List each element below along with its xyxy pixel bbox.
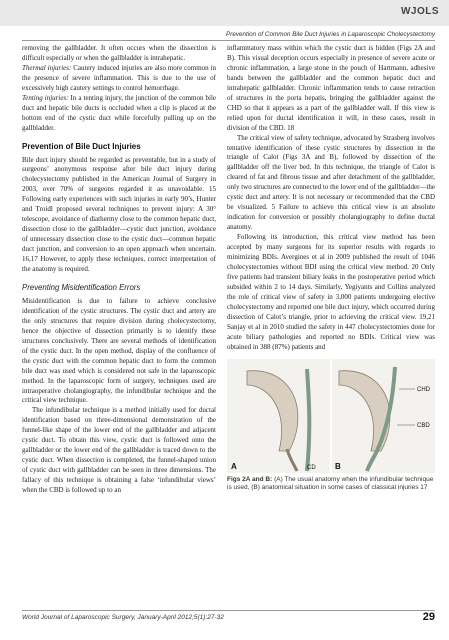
paragraph: Misidentification is due to failure to achieve conclusive identification of the cystic structures. The cystic duct and artery are the only structures that require division during cholecystectomy, hence the objective of dissection primarily is to identify these structures conclusively. There are several methods of identification of the cystic duct. In the open method, display of the confluence of the cystic duct with the common hepatic duct to form the common bile duct was used which is considered not safe in the laparoscopic method. In the laparoscopic form of surgery, techniques used are intraoperative cholangiography, the infundibular technique and the critical view technique. [22, 296, 216, 405]
header-rule [22, 40, 435, 41]
running-head: Prevention of Common Bile Duct Injuries in Laparoscopic Cholecystectomy [226, 31, 435, 38]
paragraph: inflammatory mass within which the cystic duct is hidden (Figs 2A and B). This visual deception occurs especially in presence of severe acute or chronic inflammation, a large stone in the pouch of Hartmann, adhesive bands between the gallbladder and the common hepatic duct and intrahepatic gallbladder. Chronic inflammation tends to cause retraction of structures in the porta hepatis, bringing the gallbladder against the CHD so that it appears as a part of the gallbladder wall. If this view is relied upon for ductal identification it will, in these cases, result in division of the CBD. 18 [227, 44, 435, 132]
paragraph: Bile duct injury should be regarded as preventable, but in a study of surgeons’ anonymous response after bile duct injury during cholecystectomy published in the American Journal of Surgery in 2003, over 70% of surgeons regarded it as unavoidable. 15 Following early experiences with such injuries in early 90’s, Hunter and Troidl proposed several techniques to prevent injury: A 30° telescope, avoidance of diathermy close to the common hepatic duct, dissection close to the gallbladder—cystic duct junction, avoidance of unnecessary dissection close to the cystic duct—common hepatic duct junction, and conversion to an open approach when uncertain. 16,17 However, to apply these techniques, correct interpretation of the anatomy is required. [22, 155, 216, 274]
page-number: 29 [422, 611, 435, 623]
journal-tag: WJOLS [400, 6, 439, 17]
thermal-label: Thermal injuries: [22, 63, 72, 72]
anatomy-illustration [227, 359, 435, 473]
panel-label-b: B [335, 461, 341, 471]
anatomy-figure [227, 359, 435, 473]
footer-citation: World Journal of Laparoscopic Surgery, January-April 2012;5(1):27-32 [22, 614, 224, 621]
panel-label-a: A [231, 461, 237, 471]
paragraph: removing the gallbladder. It often occurs when the dissection is difficult especially or when the gallbladder is intrahepatic. [22, 44, 216, 62]
paragraph-thermal [22, 64, 216, 94]
label-chd: CHD [417, 386, 430, 393]
paragraph: The critical view of safety technique, advocated by Strasberg involves tentative identification of these cystic structures by dissection in the triangle of Calot (Figs 3A and B), followed by dissection of the gallbladder off the liver bed. In this technique, the triangle of Calot is cleared of fat and fibrous tissue and after detachment of the gallbladder, only two structures are connected to the lower end of the gallbladder—the cystic duct and artery. It is not necessary or recommended that the CBD be visualized. 5 Failure to achieve this critical view is an absolute indication for conversion or possibly cholangiography to define ductal anatomy. [227, 133, 435, 232]
label-cbd: CBD [417, 422, 430, 429]
paragraph-tenting [22, 94, 216, 134]
paragraph: Following its introduction, this critical view method has been accepted by many surgeons for its superior results with regards to minimizing BDIs. Avergines et al in 2009 published the result of 1046 cholecystectomies without BDI using the critical view method. 20 Only five patients had transient biliary leaks in the postoperative period which subsided within 2 to 14 days. Similarly, Yegiyants and Collins analyzed the role of critical view of safety in 3,000 patients undergoing elective cholecystectomy and reported one bile duct injury, which occurred during dissection of Calot’s triangle, prior to achieving the critical view. 19,21 Sanjay et al in 2010 studied the safety in 447 cholecystectomies done for acute biliary pathologies and reported no BDIs. Critical view was obtained in 388 (87%) patients and [227, 233, 435, 351]
figure-caption [227, 476, 435, 492]
paragraph: The infundibular technique is a method initially used for ductal identification based on three-dimensional demonstration of the funnel-like shape of the lower end of the gallbladder and adjacent cystic duct. To obtain this view, cystic duct is followed onto the gallbladder or the lower end of the gallbladder is traced down to the cystic duct. When dissection is completed, the funnel-shaped union of cystic duct with gallbladder can be seen in three dimensions. The fallacy of this technique is obtaining a false ‘infundibular views’ when the CBD is followed up to an [22, 406, 216, 495]
section-heading: Prevention of Bile Duct Injuries [22, 141, 141, 151]
caption-text: (A) The usual anatomy when the infundibular technique is used, (B) anatomical situation in some cases of classical injuries 17 [227, 475, 434, 491]
thermal-text: Cautery induced injuries are also more common in the presence of severe inflammation. This is due to the use of excessively high cautery settings to control hemorrhage. [22, 63, 216, 92]
journal-header-bar [0, 0, 449, 26]
caption-label: Figs 2A and B: [227, 475, 273, 483]
right-column [227, 44, 435, 492]
left-column [22, 44, 216, 496]
tenting-text: In a tenting injury, the junction of the common bile duct and hepatic bile ducts is occluded when a clip is placed at the bottom end of the cystic duct while forcefully pulling up on the gallbladder. [22, 93, 217, 132]
subsection-heading: Preventing Misidentification Errors [22, 282, 141, 292]
footer-rule [22, 610, 435, 611]
tenting-label: Tenting injuries: [22, 93, 69, 102]
label-cd: CD [307, 464, 316, 471]
